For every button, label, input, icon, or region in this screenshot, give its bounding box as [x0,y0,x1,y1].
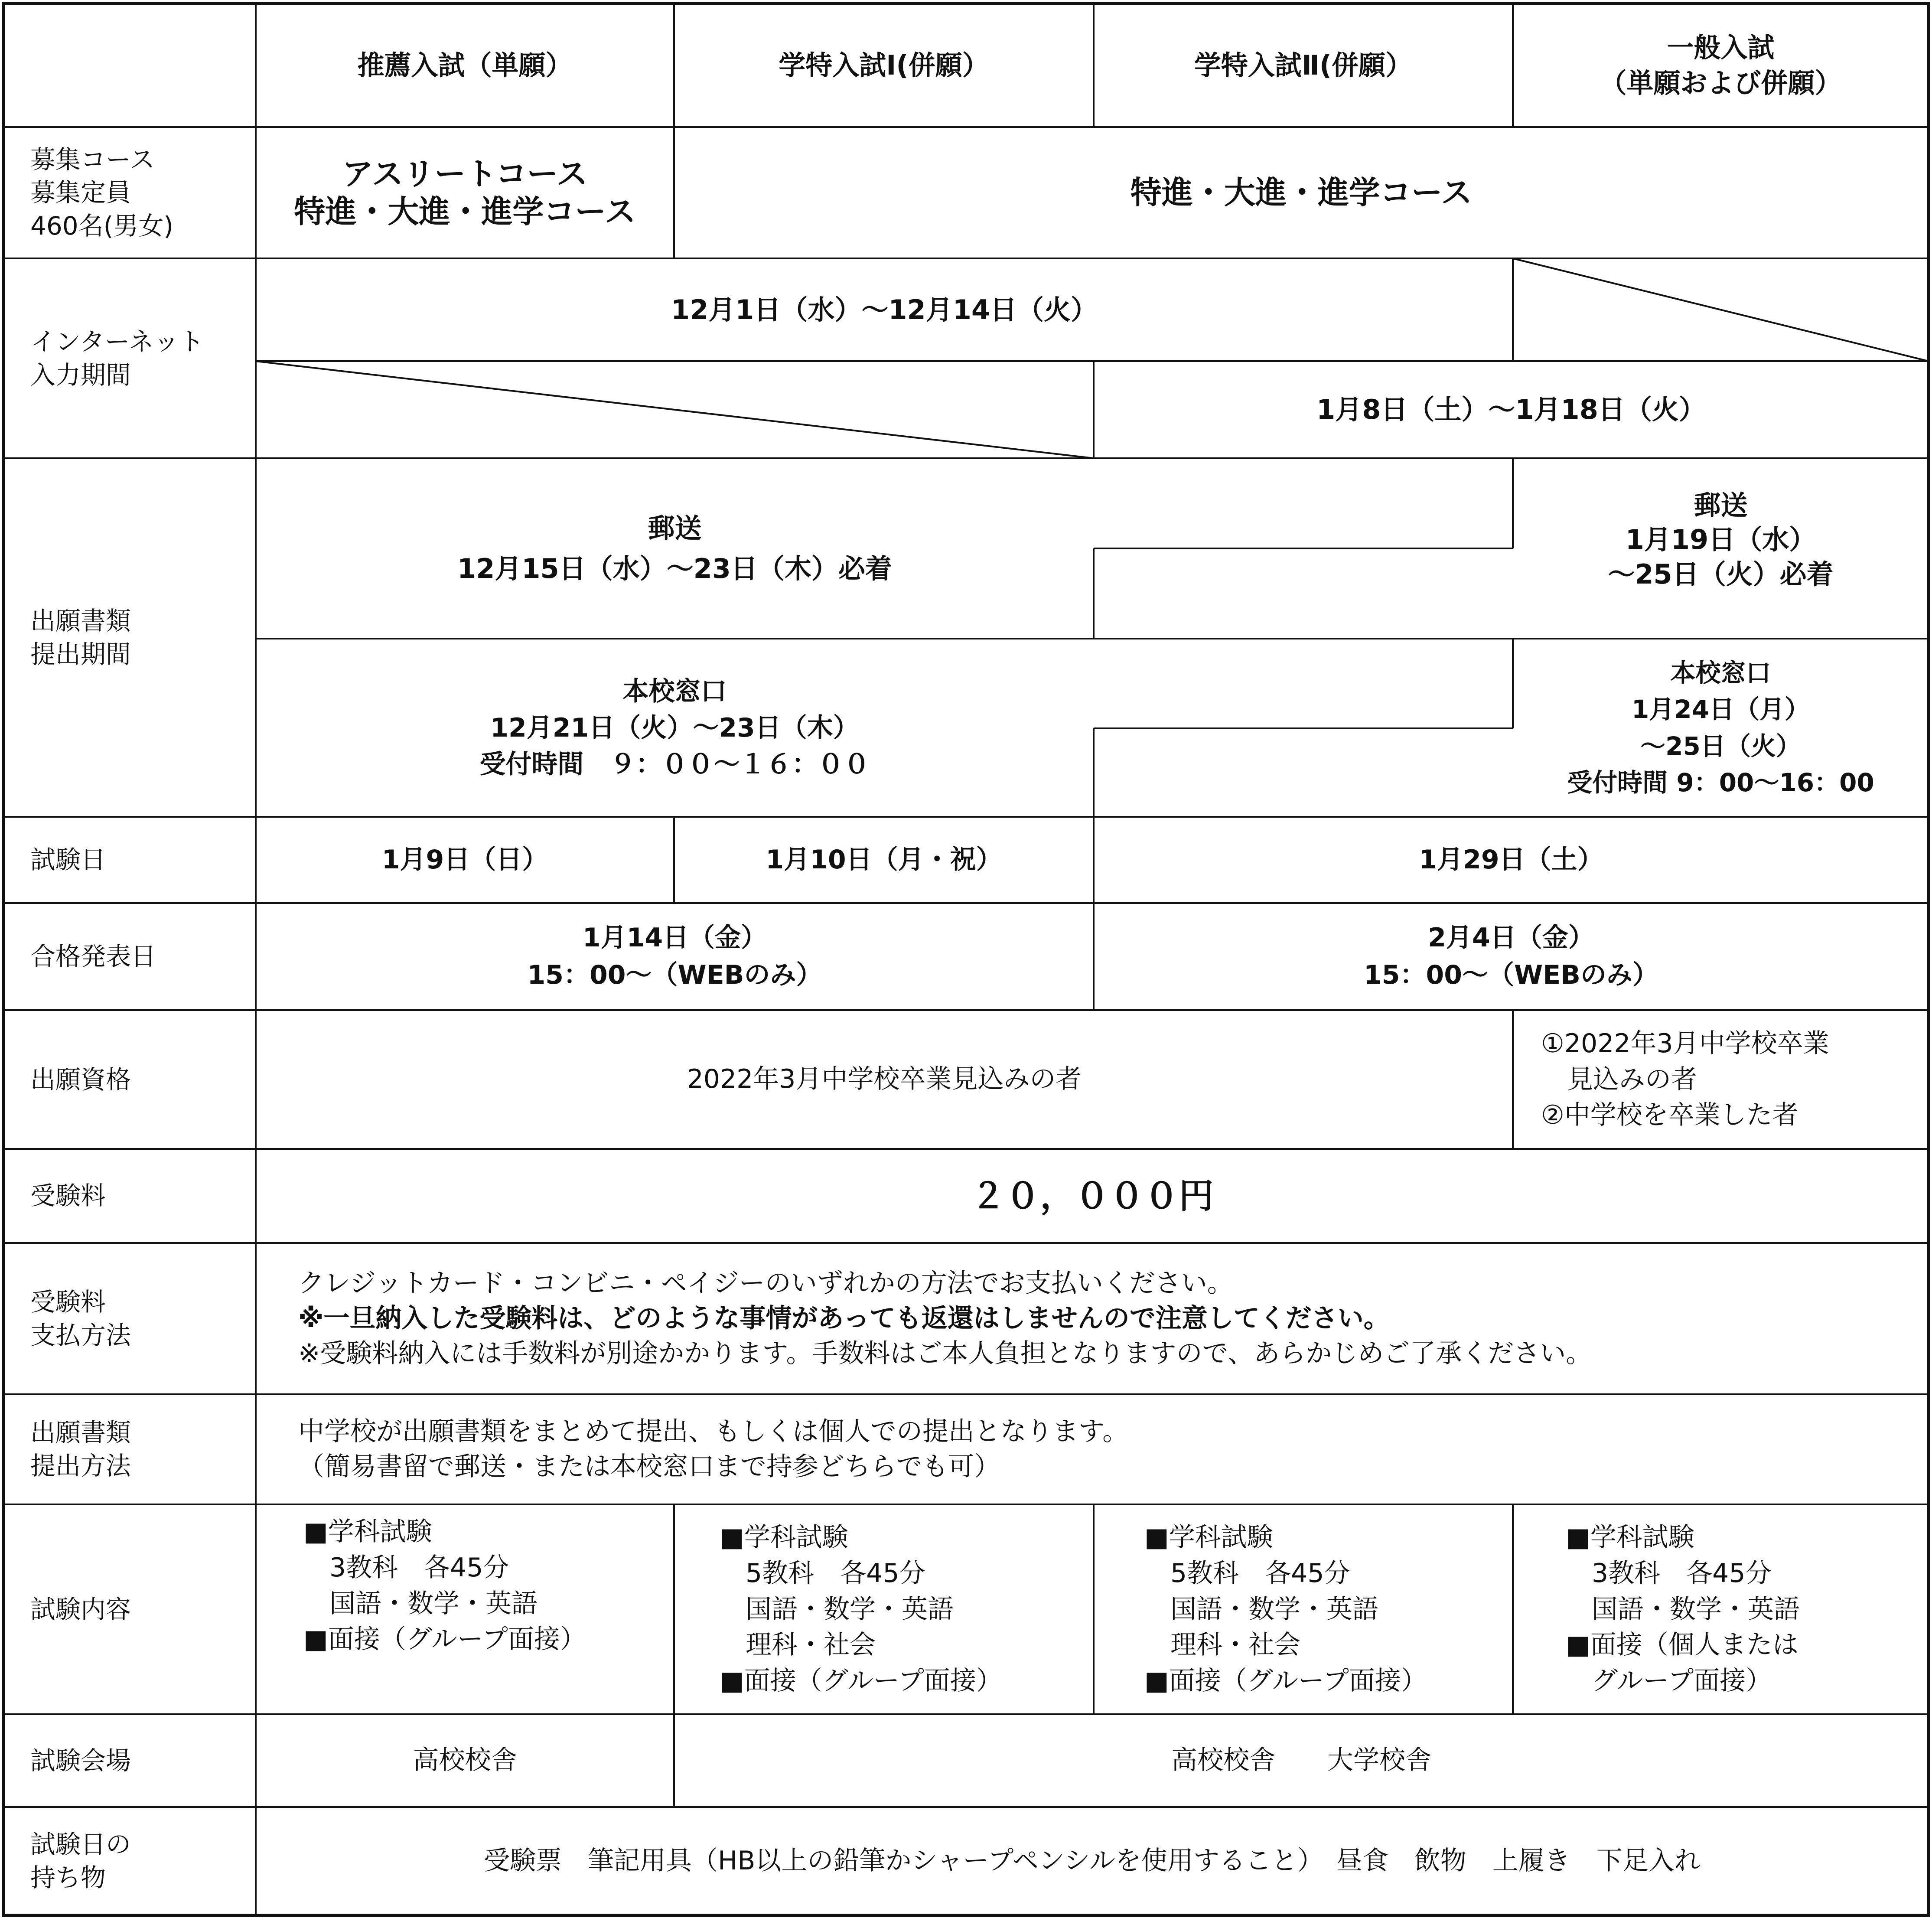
label-exam-content: 試験内容 [30,1594,131,1624]
courses-others: 特進・大進・進学コース [1130,174,1473,211]
label-payment-method: 受験料 支払方法 [30,1287,131,1350]
label-submission-method: 出願書類 提出方法 [30,1418,131,1481]
payment-line-1: クレジットカード・コンビニ・ペイジーのいずれかの方法でお支払いください。 [298,1268,1233,1298]
documents-mail-first: 郵送 12月15日（水）～23日（木）必着 [457,512,892,584]
eligibility-general: ①2022年3月中学校卒業 見込みの者 ②中学校を卒業した者 [1541,1028,1829,1131]
documents-counter-first: 本校窓口 12月21日（火）～23日（木） 受付時間 ９：００～１６：００ [479,676,870,780]
eligibility-main: 2022年3月中学校卒業見込みの者 [687,1064,1082,1095]
exam-date-gakutoku-1: 1月10日（月・祝） [766,844,1002,875]
header-gakutoku-1: 学特入試Ⅰ(併願） [779,49,989,81]
exam-venue-others: 高校校舎 大学校舎 [1171,1745,1431,1776]
courses-recommend: アスリートコース 特進・大進・進学コース [294,156,636,230]
exam-content-recommend: ■学科試験 3教科 各45分 国語・数学・英語 ■面接（グループ面接） [303,1517,586,1655]
result-date-second: 2月4日（金） 15：00～（WEBのみ） [1364,923,1658,990]
label-courses: 募集コース 募集定員 460名(男女) [30,144,173,241]
result-date-first: 1月14日（金） 15：00～（WEBのみ） [527,923,822,990]
submission-method-text [298,1394,1919,1504]
exam-content-gakutoku-1: ■学科試験 5教科 各45分 国語・数学・英語 理科・社会 ■面接（グループ面接） [720,1522,1002,1696]
submission-line-1: 中学校が出願書類をまとめて提出、もしくは個人での提出となります。 [298,1416,1129,1447]
documents-mail-general: 郵送 1月19日（水） ～25日（火）必着 [1608,489,1834,590]
header-gakutoku-2: 学特入試Ⅱ(併願） [1194,49,1413,81]
exam-fee-value: ２０，０００円 [971,1175,1214,1216]
documents-counter-general: 本校窓口 1月24日（月） ～25日（火） 受付時間 9：00～16：00 [1567,658,1874,797]
label-documents-period: 出願書類 提出期間 [30,606,131,669]
label-exam-fee: 受験料 [30,1181,106,1211]
payment-method-text [298,1243,1919,1394]
payment-line-3: ※受験料納入には手数料が別途かかります。手数料はご本人負担となりますので、あらかじめご了承ください。 [298,1338,1592,1369]
header-general: 一般入試 （単願および併願） [1600,31,1842,99]
label-result-date: 合格発表日 [30,942,156,972]
label-eligibility: 出願資格 [30,1064,131,1094]
label-belongings: 試験日の 持ち物 [30,1830,131,1892]
belongings-text: 受験票 筆記用具（HB以上の鉛筆かシャープペンシルを使用すること） 昼食 飲物 上履き 下足入れ [484,1846,1701,1876]
internet-period-second: 1月8日（土）～1月18日（火） [1316,394,1706,426]
exam-content-general: ■学科試験 3教科 各45分 国語・数学・英語 ■面接（個人または グループ面接） [1566,1522,1800,1696]
exam-content-gakutoku-2: ■学科試験 5教科 各45分 国語・数学・英語 理科・社会 ■面接（グループ面接） [1144,1522,1427,1696]
label-exam-venue: 試験会場 [30,1745,131,1775]
exam-venue-recommend: 高校校舎 [413,1745,517,1776]
payment-line-2: ※一旦納入した受験料は、どのような事情があっても返還はしませんので注意してください。 [298,1303,1390,1334]
exam-date-recommend: 1月9日（日） [381,844,548,875]
internet-period-first: 12月1日（水）～12月14日（火） [671,294,1098,326]
label-exam-date: 試験日 [30,845,106,875]
submission-line-2: （簡易書留で郵送・または本校窓口まで持参どちらでも可） [298,1452,1000,1482]
label-internet-period: インターネット 入力期間 [30,326,204,390]
exam-date-later: 1月29日（土） [1419,844,1603,875]
header-recommend: 推薦入試（単願） [357,49,573,81]
